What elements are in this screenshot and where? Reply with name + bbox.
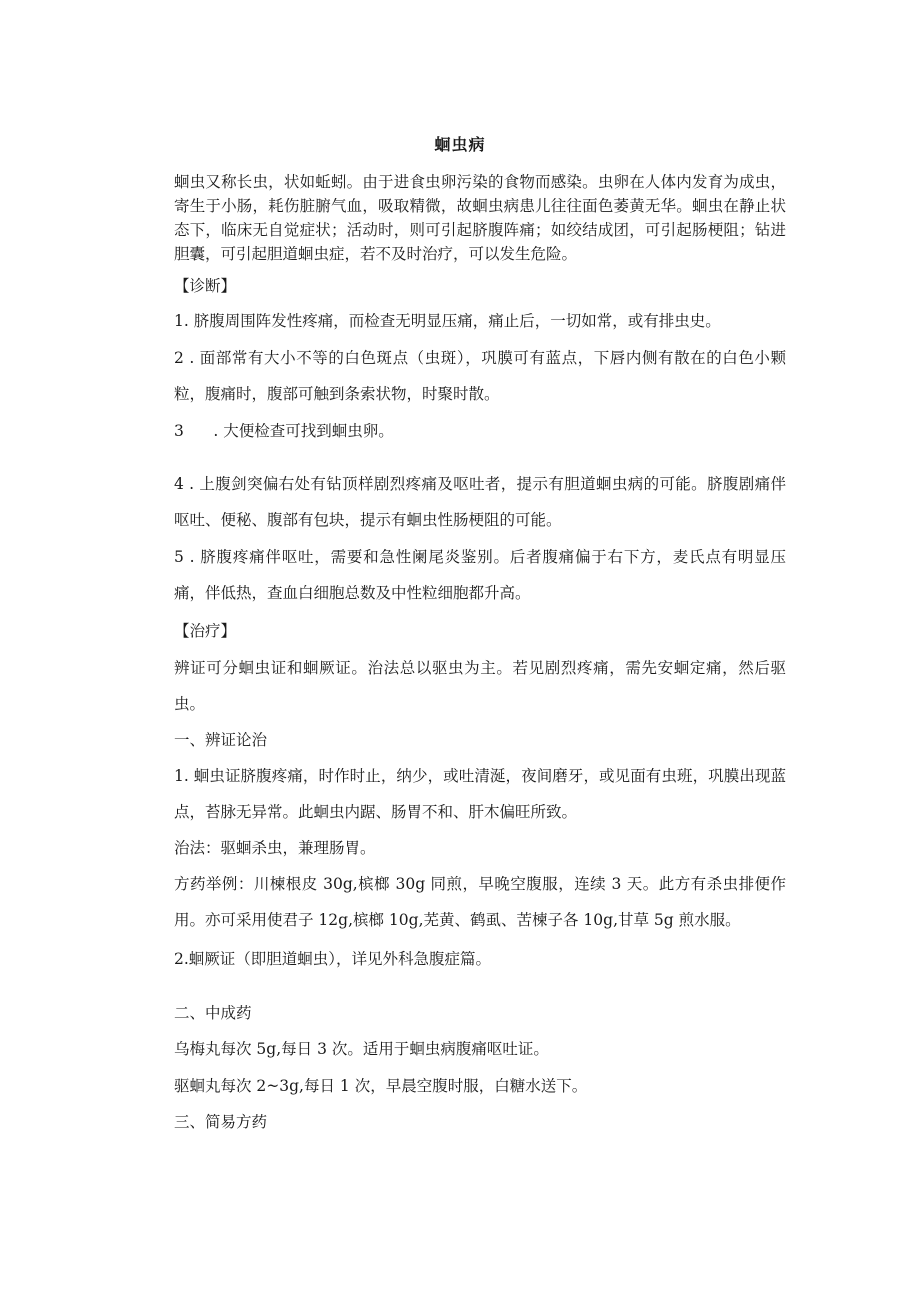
diagnosis-item-2: 2 . 面部常有大小不等的白色斑点（虫斑），巩膜可有蓝点，下唇内侧有散在的白色小颗粒，腹痛时，腹部可触到条索状物，时聚时散。 — [174, 349, 786, 403]
section-3-heading: 三、简易方药 — [174, 1113, 268, 1131]
treatment-intro: 辨证可分蛔虫证和蛔厥证。治法总以驱虫为主。若见剧烈疼痛，需先安蛔定痛，然后驱虫。 — [174, 659, 786, 713]
section-1-heading: 一、辨证论治 — [174, 731, 268, 749]
diagnosis-item-5: 5 . 脐腹疼痛伴呕吐，需要和急性阑尾炎鉴别。后者腹痛偏于右下方，麦氏点有明显压痛，伴低热，查血白细胞总数及中性粒细胞都升高。 — [174, 548, 786, 602]
treatment-heading: 【治疗】 — [174, 622, 237, 640]
section-1-formula: 方药举例：川楝根皮 30g,槟榔 30g 同煎，早晚空腹服，连续 3 天。此方有杀虫排便作用。亦可采用使君子 12g,槟榔 10g,芜黄、鹤虱、苦楝子各 10g,甘草 5g 煎水服。 — [174, 875, 786, 929]
page-title: 蛔虫病 — [434, 135, 486, 154]
diagnosis-item-1: 1. 脐腹周围阵发性疼痛，而检查无明显压痛，痛止后，一切如常，或有排虫史。 — [174, 312, 721, 330]
section-1-item-2: 2.蛔厥证（即胆道蛔虫），详见外科急腹症篇。 — [174, 950, 492, 968]
diagnosis-heading: 【诊断】 — [174, 277, 237, 295]
section-2-item-1: 乌梅丸每次 5g,每日 3 次。适用于蛔虫病腹痛呕吐证。 — [174, 1040, 549, 1058]
diagnosis-item-4: 4 . 上腹剑突偏右处有钻顶样剧烈疼痛及呕吐者，提示有胆道蛔虫病的可能。脐腹剧痛伴呕吐、便秘、腹部有包块，提示有蛔虫性肠梗阻的可能。 — [174, 475, 786, 529]
section-1-item-1: 1. 蛔虫证脐腹疼痛，时作时止，纳少，或吐清涎，夜间磨牙，或见面有虫班，巩膜出现蓝点，苔脉无异常。此蛔虫内踞、肠胃不和、肝木偏旺所致。 — [174, 767, 786, 821]
section-2-item-2: 驱蛔丸每次 2~3g,每日 1 次，早晨空腹时服，白糖水送下。 — [174, 1077, 588, 1095]
diagnosis-item-3: 3 . 大便检查可找到蛔虫卵。 — [174, 422, 394, 440]
intro-paragraph: 蛔虫又称长虫，状如蚯蚓。由于进食虫卵污染的食物而感染。虫卵在人体内发育为成虫，寄生于小肠，耗伤脏腑气血，吸取精微，故蛔虫病患儿往往面色萎黄无华。蛔虫在静止状态下，临床无自觉症状；活动时，则可引起脐腹阵痛；如绞结成团，可引起肠梗阻；钻进胆囊，可引起胆道蛔虫症，若不及时治疗，可以发生危险。 — [174, 173, 786, 263]
section-1-method: 治法：驱蛔杀虫，兼理肠胃。 — [174, 839, 376, 857]
section-2-heading: 二、中成药 — [174, 1004, 252, 1022]
